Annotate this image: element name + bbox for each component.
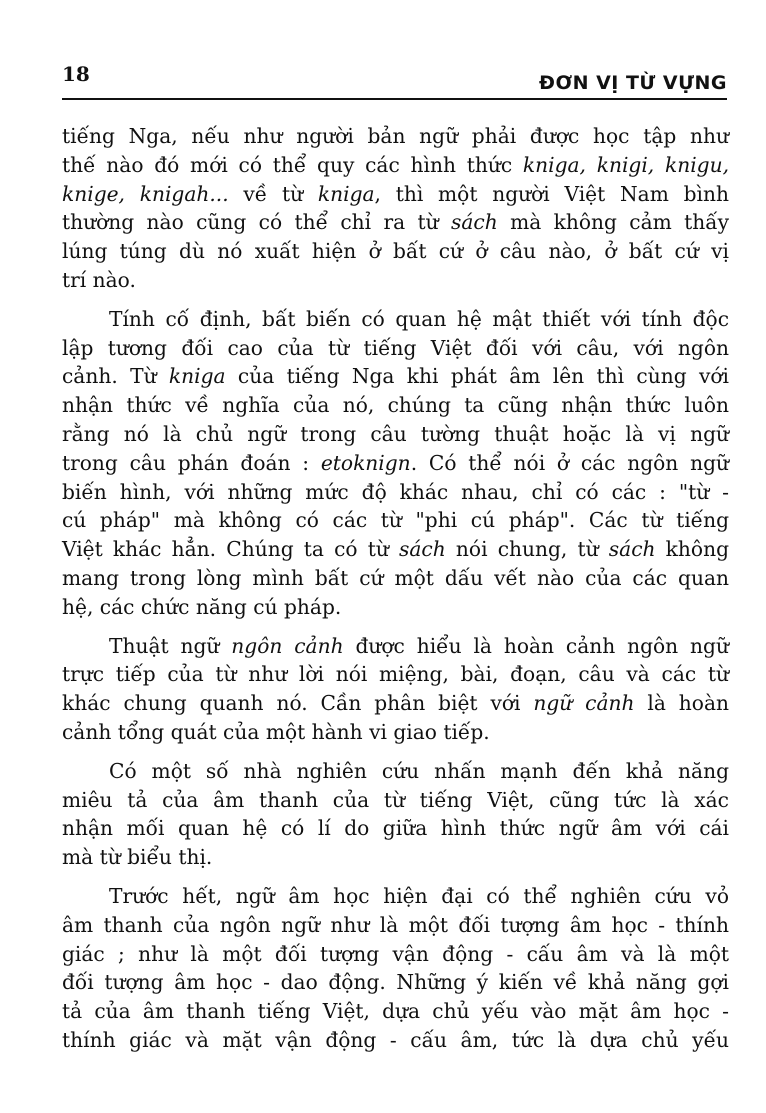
text-run: là hoàn: [634, 691, 729, 716]
text-run: biến hình, với những mức độ khác nhau, chỉ có các : "từ -: [62, 479, 729, 504]
italic-term: sách: [608, 537, 656, 562]
text-run: hệ, các chức năng cú pháp.: [62, 594, 342, 619]
text-run: , thì một người Việt Nam bình: [374, 181, 729, 206]
italic-term: kniga: [168, 364, 226, 389]
text-run: miêu tả của âm thanh của từ tiếng Việt, cũng tức là xác: [62, 787, 729, 812]
text-run: Thuật ngữ: [109, 633, 232, 658]
text-line: [62, 391, 729, 420]
text-line: [62, 843, 729, 872]
text-line: [62, 420, 729, 449]
italic-term: ngôn cảnh: [231, 633, 344, 658]
text-run: thường nào cũng có thể chỉ ra từ: [62, 210, 451, 235]
text-run: thế nào đó mới có thể quy các hình thức: [62, 152, 523, 177]
page-number: 18: [62, 62, 90, 86]
text-run: trong câu phán đoán :: [62, 450, 321, 475]
text-line: [62, 237, 729, 266]
text-run: Việt khác hẳn. Chúng ta có từ: [62, 537, 400, 562]
text-line: [62, 362, 729, 391]
text-line: [62, 1026, 729, 1055]
italic-term: kniga: [317, 181, 375, 206]
text-line: [62, 882, 729, 911]
text-line: [62, 564, 729, 593]
text-line: [62, 593, 729, 622]
italic-term: etoknign: [320, 450, 411, 475]
text-run: cảnh. Từ: [62, 364, 169, 389]
text-run: của tiếng Nga khi phát âm lên thì cùng với: [225, 364, 729, 389]
text-run: cú pháp" mà không có các từ "phi cú pháp". Các từ tiếng: [62, 508, 729, 533]
body-text: [62, 122, 729, 1065]
paragraph: [62, 882, 729, 1055]
text-line: [62, 718, 729, 747]
text-run: lúng túng dù nó xuất hiện ở bất cứ ở câu nào, ở bất cứ vị: [62, 239, 729, 264]
text-run: trực tiếp của từ như lời nói miệng, bài, đoạn, câu và các từ: [62, 662, 729, 687]
text-line: [62, 122, 729, 151]
text-line: [62, 266, 729, 295]
text-line: [62, 506, 729, 535]
text-run: về từ: [228, 181, 318, 206]
text-run: cảnh tổng quát của một hành vi giao tiếp.: [62, 719, 490, 744]
text-line: [62, 757, 729, 786]
text-run: rằng nó là chủ ngữ trong câu tường thuật hoặc là vị ngữ: [62, 421, 729, 446]
text-run: Có một số nhà nghiên cứu nhấn mạnh đến khả năng: [109, 758, 729, 783]
text-run: đối tượng âm học - dao động. Những ý kiến về khả năng gợi: [62, 970, 729, 995]
text-run: khác chung quanh nó. Cần phân biệt với: [62, 691, 534, 716]
text-line: [62, 305, 729, 334]
text-line: [62, 151, 729, 180]
text-run: giác ; như là một đối tượng vận động - cấu âm và là một: [62, 941, 729, 966]
italic-term: sách: [451, 210, 498, 235]
text-run: trí nào.: [62, 267, 136, 292]
italic-term: knige, knigah...: [62, 181, 229, 206]
text-line: [62, 632, 729, 661]
italic-term: kniga, knigi, knigu,: [522, 152, 729, 177]
text-run: không: [655, 537, 729, 562]
page-header: [62, 62, 727, 100]
text-run: Tính cố định, bất biến có quan hệ mật thiết với tính độc: [109, 306, 729, 331]
text-run: nhận thức về nghĩa của nó, chúng ta cũng nhận thức luôn: [62, 393, 729, 418]
text-line: [62, 968, 729, 997]
text-run: Trước hết, ngữ âm học hiện đại có thể nghiên cứu vỏ: [109, 883, 729, 908]
text-run: âm thanh của ngôn ngữ như là một đối tượng âm học - thính: [62, 912, 729, 937]
text-run: nói chung, từ: [445, 537, 609, 562]
text-run: tả của âm thanh tiếng Việt, dựa chủ yếu vào mặt âm học -: [62, 999, 729, 1024]
text-run: mà không cảm thấy: [497, 210, 729, 235]
text-line: [62, 478, 729, 507]
text-run: thính giác và mặt vận động - cấu âm, tức là dựa chủ yếu: [62, 1027, 729, 1052]
text-run: mang trong lòng mình bất cứ một dấu vết nào của các quan: [62, 565, 729, 590]
text-run: được hiểu là hoàn cảnh ngôn ngữ: [343, 633, 729, 658]
text-run: nhận mối quan hệ có lí do giữa hình thức ngữ âm với cái: [62, 816, 729, 841]
text-line: [62, 786, 729, 815]
text-line: [62, 997, 729, 1026]
text-line: [62, 334, 729, 363]
italic-term: ngữ cảnh: [533, 691, 635, 716]
text-line: [62, 940, 729, 969]
text-run: mà từ biểu thị.: [62, 845, 213, 870]
paragraph: [62, 122, 729, 295]
paragraph: [62, 305, 729, 622]
text-line: [62, 911, 729, 940]
text-line: [62, 689, 729, 718]
text-run: . Có thể nói ở các ngôn ngữ: [410, 450, 729, 475]
text-run: lập tương đối cao của từ tiếng Việt đối với câu, với ngôn: [62, 335, 729, 360]
text-line: [62, 180, 729, 209]
text-line: [62, 535, 729, 564]
running-title: ĐƠN VỊ TỪ VỰNG: [539, 72, 727, 94]
text-line: [62, 814, 729, 843]
paragraph: [62, 757, 729, 872]
italic-term: sách: [399, 537, 446, 562]
text-run: tiếng Nga, nếu như người bản ngữ phải được học tập như: [62, 124, 729, 148]
paragraph: [62, 632, 729, 747]
text-line: [62, 449, 729, 478]
text-line: [62, 660, 729, 689]
text-line: [62, 208, 729, 237]
